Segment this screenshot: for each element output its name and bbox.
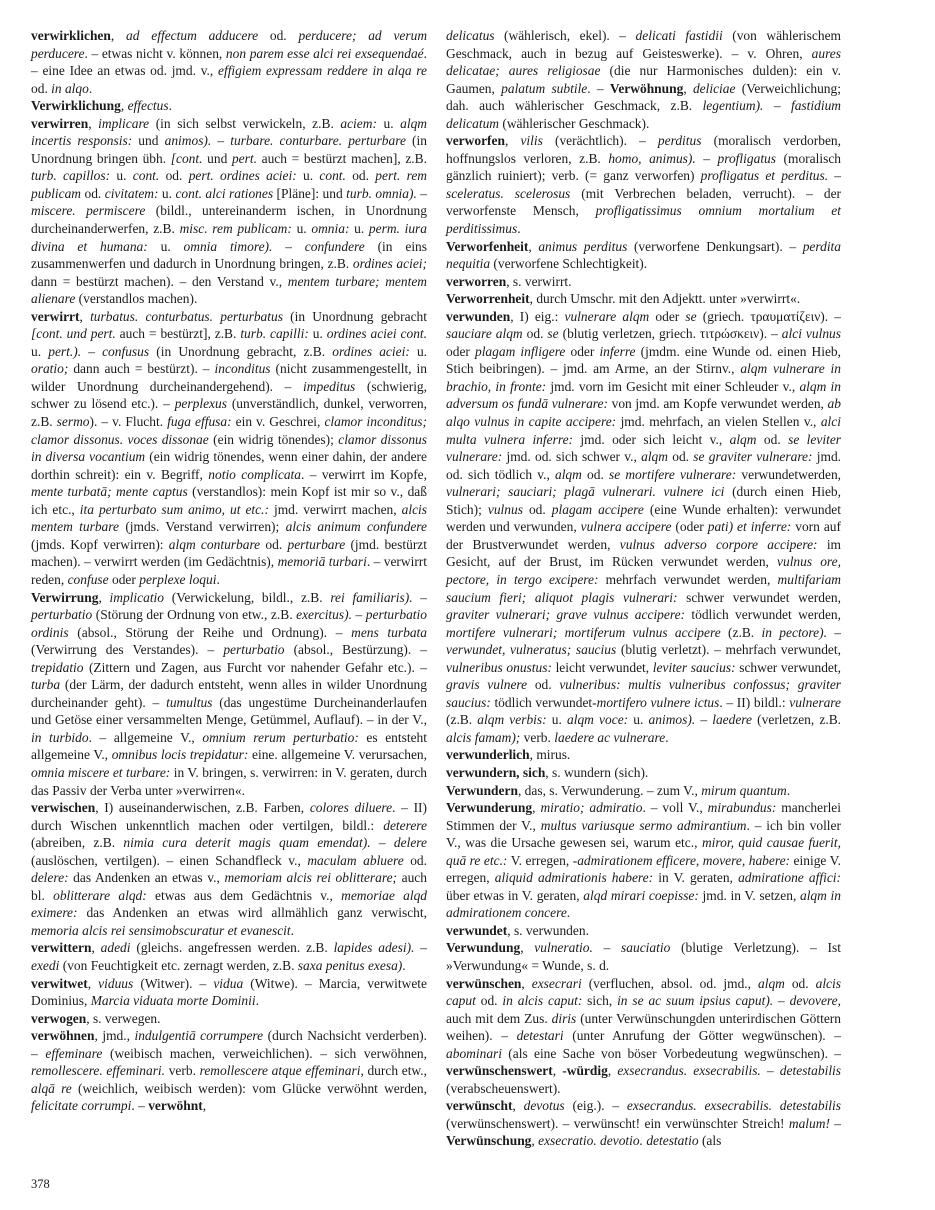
dictionary-entry: verwirren, implicare (in sich selbst verwickeln, z.B. aciem: u. alqm incertis responsis: und animos). – turbare. conturbare. perturbare (in Unordnung bringen übh. [cont. und pert. auch = bestürzt machen], z.B. turb. capillos: u. cont. od. pert. ordines aciei: u. cont. od. pert. rem publicam od. civitatem: u. cont. alci rationes [Pläne]: und turb. omnia). – miscere. permiscere (bildl., untereinanderm ischen, in Unordnung durcheinanderwerfen, z.B. misc. rem publicam: u. omnia: u. perm. iura divina et humana: u. omnia timore). – confundere (in eins zusammenwerfen und dadurch in Unordnung bringen, z.B. ordines aciei; dann = bestürzt machen). – den Verstand v., mentem turbare; mentem alienare (verstandlos machen). — [31, 115, 428, 307]
dictionary-entry: verwitwet, viduus (Witwer). – vidua (Witwe). – Marcia, verwitwete Dominius, Marcia viduata morte Dominii. — [31, 975, 427, 1009]
dictionary-entry: verwittern, adedi (gleichs. angefressen werden. z.B. lapides adesi). – exedi (von Feuchtigkeit etc. zernagt werden, z.B. saxa penitus exesa). — [31, 940, 427, 973]
dictionary-entry: Verwunderung, miratio; admiratio. – voll V., mirabundus: mancherlei Stimmen der V., multus variusque sermo admirantium. – ich bin voller V., was die Ursache gewesen sei, warum etc., miror, quid causae fuerit, quā re etc.: V. erregen, -admirationem efficere, movere, habere: einige V. erregen, aliquid admirationis habere: in V. geraten, admiratione affici: über etwas in V. geraten, alqd mirari coepisse: jmd. in V. setzen, alqm in admirationem concere. — [446, 800, 841, 921]
dictionary-entry: verwirrt, turbatus. conturbatus. perturbatus (in Unordnung gebracht [cont. und pert. auch = bestürzt], z.B. turb. capilli: u. ordines aciei cont. u. pert.). – confusus (in Unordnung gebracht, z.B. ordines aciei: u. oratio; dann auch = bestürzt). – inconditus (nicht zusammengestellt, in wilder Unordnung durcheinandergehend). – impeditus (schwierig, schwer zu lösend etc.). – perplexus (unverständlich, dunkel, verworren, z.B. sermo). – v. Flucht. fuga effusa: ein v. Geschrei, clamor inconditus; clamor dissonus. voces dissonae (ein widrig tönendes); clamor dissonus in diversa vocantium (ein widrig tönendes, wenn einer dahin, der andere dorthin schreit): ein v. Begriff, notio complicata. – verwirrt im Kopfe, mente turbatā; mente captus (verstandlos): mein Kopf ist mir so v., daß ich etc., ita perturbato sum animo, ut etc.: jmd. verwirrt machen, alcis mentem turbare (jmds. Verstand verwirren); alcis animum confundere (jmds. Kopf verwirren): alqm conturbare od. perturbare (jmd. bestürzt machen). – verwirrt werden (im Gedächtnis), memoriā turbari. – verwirrt reden, confuse oder perplexe loqui. — [31, 308, 428, 587]
dictionary-entry: verwunden, I) eig.: vulnerare alqm oder se (griech. τραυματίζειν). – sauciare alqm od. se (blutig verletzen, griech. τιτρώσκειν). – alci vulnus oder plagam infligere oder inferre (jmdm. eine Wunde od. einen Hieb, Stich beibringen). – jmd. am Arme, an der Stirnv., alqm vulnerare in brachio, in fronte: jmd. vorn im Gesicht mit einer Schleuder v., alqm in adversum os fundā vulnerare: von jmd. am Kopfe verwundet werden, ab alqo vulnus in capite accipere: jmd. mehrfach, an vielen Stellen v., alci multa vulnera inferre: jmd. oder sich leicht v., alqm od. se leviter vulnerare: jmd. od. sich schwer v., alqm od. se graviter vulnerare: jmd. od. sich tödlich v., alqm od. se mortifere vulnerare: verwundetwerden, vulnerari; sauciari; plagā vulnerari. vulnere ici (durch einen Hieb, Stich); vulnus od. plagam accipere (eine Wunde erhalten): verwundet werden und verwunden, vulnera accipere (oder pati) et inferre: vorn auf der Brustverwundet werden, vulnus adverso corpore accipere: im Gesicht, auf der Brust, im Rücken verwundet werden, vulnus ore, pectore, in tergo excipere: mehrfach verwundet werden, multifariam saucium fieri; aliquot plagis vulnerari: schwer verwundet werden, graviter vulnerari; grave vulnus accipere: tödlich verwundet werden, mortifere vulnerari; mortiferum vulnus accipere (z.B. in pectore). – verwundet, vulneratus; saucius (blutig verletzt). – mehrfach verwundet, vulneribus onustus: leicht verwundet, leviter saucius: schwer verwundet, gravis vulnere od. vulneribus: multis vulneribus confossus; graviter saucius: tödlich verwundet-mortifero vulnere ictus. – II) bildl.: vulnerare (z.B. alqm verbis: u. alqm voce: u. animos). – laedere (verletzen, z.B. alcis famam); verb. laedere ac vulnerare. — [446, 308, 842, 745]
dictionary-entry: Verwirklichung, effectus. — [31, 98, 172, 114]
dictionary-entry: verwogen, s. verwegen. — [31, 1010, 161, 1026]
dictionary-entry: Verworrenheit, durch Umschr. mit den Adjektt. unter »verwirrt«. — [446, 291, 801, 307]
dictionary-entry: verwischen, I) auseinanderwischen, z.B. Farben, colores diluere. – II) durch Wischen unkenntlich machen oder vertilgen, bildl.: deterere (abreiben, z.B. nimia cura deterit magis quam emendat). – delere (auslöschen, vertilgen). – einen Schandfleck v., maculam abluere od. delere: das Andenken an etwas v., memoriam alcis rei oblitterare; auch bl. oblitterare alqd: etwas aus dem Gedächtnis v., memoriae alqd eximere: das Andenken an etwas wird allmählich ganz verwischt, memoria alcis rei sensimobscuratur et evanescit. — [31, 800, 428, 938]
dictionary-entry: Verwundung, vulneratio. – sauciatio (blutige Verletzung). – Ist »Verwundung« = Wunde, s. d. — [446, 940, 841, 973]
dictionary-entry: verwünscht, devotus (eig.). – exsecrandus. exsecrabilis. detestabilis (verwünschenswert). – verwünscht! ein verwünschter Streich! malum! – Verwünschung, exsecratio. devotio. detestatio (als — [446, 1098, 842, 1149]
page-number: 378 — [31, 1177, 50, 1191]
dictionary-entry: verwunderlich, mirus. — [446, 747, 571, 763]
right-column — [446, 27, 841, 1150]
dictionary-entry: verworfen, vilis (verächtlich). – perditus (moralisch verdorben, hoffnungslos verloren, z.B. homo, animus). – profligatus (moralisch gänzlich ruiniert); verb. (= ganz verworfen) profligatus et perditus. – sceleratus. scelerosus (mit Verbrechen beladen, verrucht). – der verworfenste Mensch, profligatissimus omnium mortalium et perditissimus. — [446, 133, 842, 237]
dictionary-entry: verwundet, s. verwunden. — [446, 922, 589, 938]
dictionary-entry: Verworfenheit, animus perditus (verworfene Denkungsart). – perdita nequitia (verworfene Schlechtigkeit). — [446, 238, 842, 272]
dictionary-entry: delicatus (wählerisch, ekel). – delicati fastidii (von wählerischem Geschmack, auch in bezug auf Geisteswerke). – v. Ohren, aures delicatae; aures religiosae (die nur Harmonisches dulden): ein v. Gaumen, palatum subtile. – Verwöhnung, deliciae (Verweichlichung; dah. auch wählerischer Geschmack, z.B. legentium). – fastidium delicatum (wählerischer Geschmack). — [446, 28, 841, 131]
dictionary-entry: verwünschen, exsecrari (verfluchen, absol. od. jmd., alqm od. alcis caput od. in alcis caput: sich, in se ac suum ipsius caput). – devovere, auch mit dem Zus. diris (unter Verwünschungden unterirdischen Göttern weihen). – detestari (unter Anrufung der Götter wegwünschen). – abominari (als eine Sache von böser Vorbedeutung wegwünschen). – verwünschenswert, -würdig, exsecrandus. exsecrabilis. – detestabilis (verabscheuenswert). — [446, 975, 842, 1096]
dictionary-entry: Verwundern, das, s. Verwunderung. – zum V., mirum quantum. — [446, 782, 791, 798]
dictionary-entry: Verwirrung, implicatio (Verwickelung, bildl., z.B. rei familiaris). – perturbatio (Störung der Ordnung von etw., z.B. exercitus). – perturbatio ordinis (absol., Störung der Reihe und Ordnung). – mens turbata (Verwirrung des Verstandes). – perturbatio (absol., Bestürzung). – trepidatio (Zittern und Zagen, aus Furcht vor nahender Gefahr etc.). – turba (der Lärm, der dadurch entsteht, wenn alles in wilder Unordnung durcheinander geht). – tumultus (das ungestüme Durcheinanderlaufen und Getöse einer versammelten Menge, Getümmel, Auflauf). – in der V., in turbido. – allgemeine V., omnium rerum perturbatio: es entsteht allgemeine V., omnibus locis trepidatur: eine. allgemeine V. verursachen, omnia miscere et turbare: in V. bringen, s. verwirren: in V. geraten, durch das Passiv der Verba unter »verwirren«. — [31, 589, 428, 798]
dictionary-entry: verwirklichen, ad effectum adducere od. perducere; ad verum perducere. – etwas nicht v. können, non parem esse alci rei exsequendaé. – eine Idee an etwas od. jmd. v., effigiem expressam reddere in alqa re od. in alqo. — [31, 28, 428, 96]
dictionary-entry: verworren, s. verwirrt. — [446, 273, 572, 289]
left-column — [31, 27, 427, 1115]
dictionary-entry: verwundern, sich, s. wundern (sich). — [446, 764, 649, 780]
dictionary-entry: verwöhnen, jmd., indulgentiā corrumpere (durch Nachsicht verderben). – effeminare (weibisch machen, verweichlichen). – sich verwöhnen, remollescere. effeminari. verb. remollescere atque effeminari, durch etw., alqā re (weichlich, weibisch werden): vom Glücke verwöhnt werden, felicitate corrumpi. – verwöhnt, — [31, 1028, 428, 1114]
